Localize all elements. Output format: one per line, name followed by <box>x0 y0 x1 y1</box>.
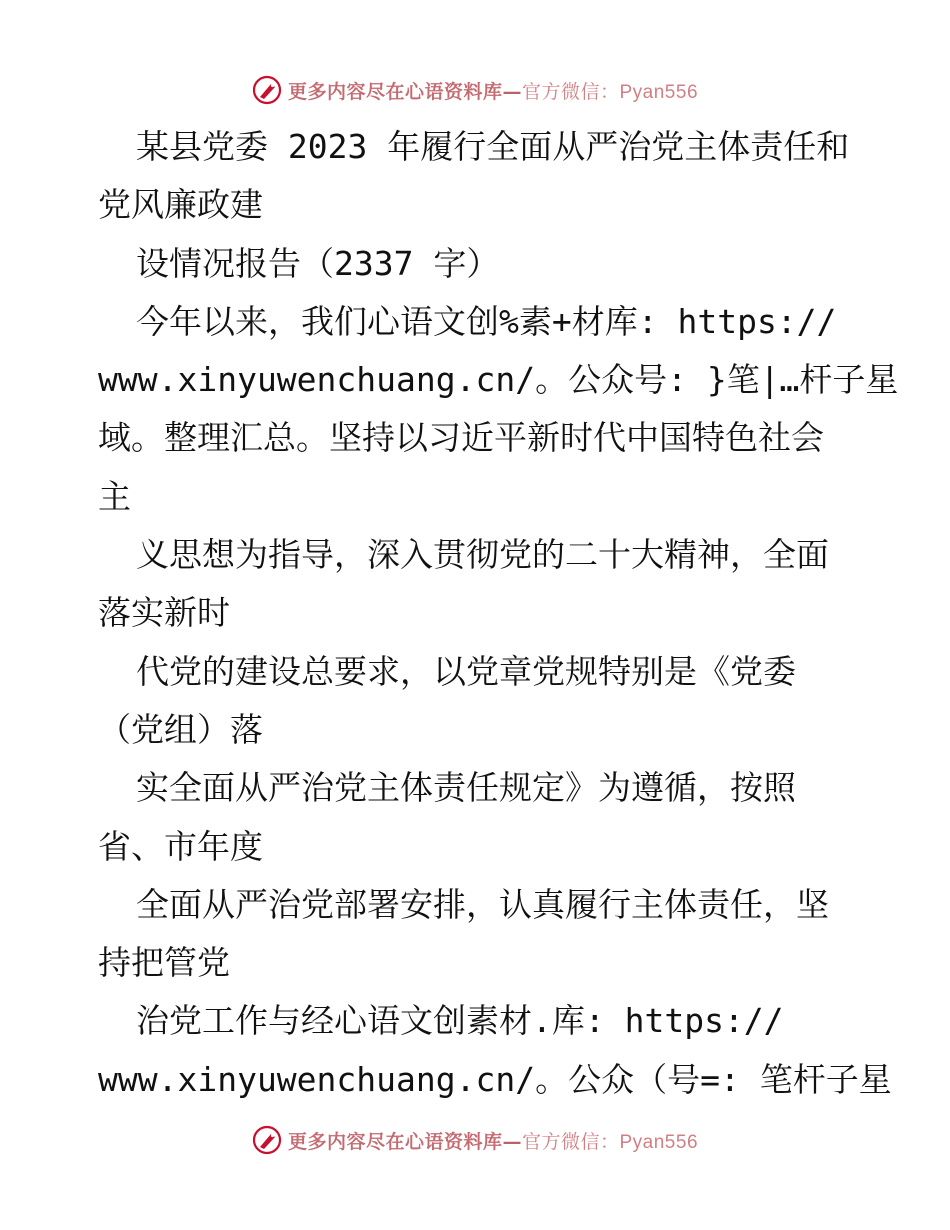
text-line: 义思想为指导，深入贯彻党的二十大精神，全面 <box>136 535 829 575</box>
pen-nib-circle-icon <box>252 1125 282 1155</box>
text-line: 持把管党 <box>98 943 230 983</box>
pen-nib-circle-icon <box>252 75 282 105</box>
text-line: www.xinyuwenchuang.cn/。公众号: }笔|…杆子星 <box>98 360 899 400</box>
text-line: 党风廉政建 <box>98 185 263 225</box>
watermark-main: 更多内容尽在心语资料库 <box>287 1130 503 1153</box>
text-line: 实全面从严治党主体责任规定》为遵循，按照 <box>136 768 796 808</box>
watermark-text <box>288 1127 698 1154</box>
text-line: （党组）落 <box>98 709 263 749</box>
text-line: 治党工作与经心语文创素材.库: https:// <box>136 1001 784 1041</box>
watermark-separator: — <box>502 80 522 103</box>
watermark-main: 更多内容尽在心语资料库 <box>287 80 503 103</box>
text-line: 设情况报告（2337 字） <box>136 243 500 283</box>
text-line: 落实新时 <box>98 593 230 633</box>
header-watermark <box>0 70 950 110</box>
text-line: 全面从严治党部署安排，认真履行主体责任，坚 <box>136 884 829 924</box>
watermark-contact: 官方微信：Pyan556 <box>522 81 699 103</box>
watermark-separator: — <box>502 1130 522 1153</box>
watermark-contact: 官方微信：Pyan556 <box>522 1131 699 1153</box>
text-line: www.xinyuwenchuang.cn/。公众（号=: 笔杆子星 <box>98 1059 892 1099</box>
watermark-text <box>288 77 698 104</box>
footer-watermark <box>0 1120 950 1160</box>
text-line: 某县党委 2023 年履行全面从严治党主体责任和 <box>136 127 850 166</box>
text-line: 省、市年度 <box>98 826 263 866</box>
text-line: 代党的建设总要求，以党章党规特别是《党委 <box>136 651 796 691</box>
text-line: 今年以来，我们心语文创%素+材库: https:// <box>136 301 837 341</box>
document-body <box>98 118 899 1109</box>
text-line: 主 <box>98 476 131 516</box>
text-line: 域。整理汇总。坚持以习近平新时代中国特色社会 <box>98 418 824 458</box>
